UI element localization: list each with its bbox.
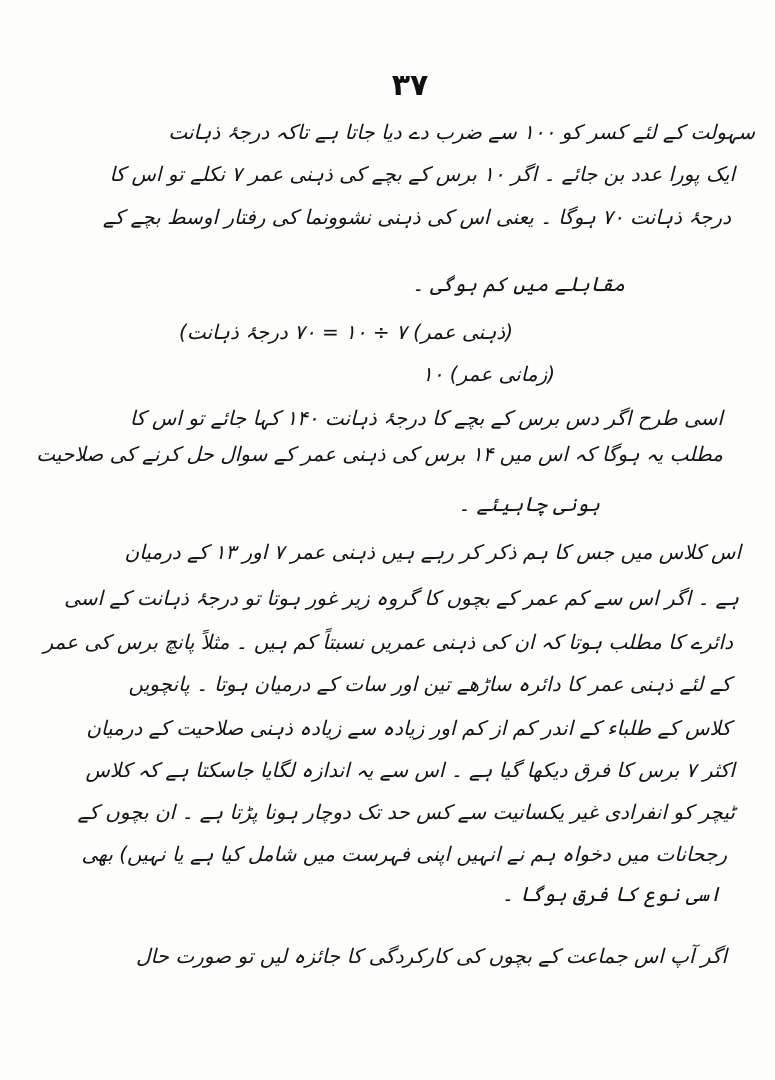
text-line: اکثر ۷ برس کا فرق دیکھا گیا ہے ۔ اس سے یہ اندازہ لگایا جاسکتا ہے کہ کلاس (85, 758, 735, 782)
text-line: اس کلاس میں جس کا ہم ذکر کر رہے ہیں ذہنی عمر ۷ اور ۱۳ کے درمیان (124, 540, 741, 564)
text-line: دائرے کا مطلب ہوتا کہ ان کی ذہنی عمریں نسبتاً کم ہیں ۔ مثلاً پانچ برس کی عمر (43, 630, 733, 654)
text-line: درجۂ ذہانت ۷۰ ہوگا ۔ یعنی اس کی ذہنی نشوونما کی رفتار اوسط بچے کے (102, 205, 731, 229)
text-line: کلاس کے طلباء کے اندر کم از کم اور زیادہ سے زیادہ ذہنی صلاحیت کے درمیان (86, 716, 731, 740)
page-number: ۳۷ (391, 68, 429, 103)
text-line: اسی نوع کا فرق ہوگا ۔ (501, 882, 721, 906)
text-line: اسی طرح اگر دس برس کے بچے کا درجۂ ذہانت ۱۴۰ کہا جائے تو اس کا (129, 406, 723, 430)
text-line: ٹیچر کو انفرادی غیر یکسانیت سے کس حد تک دوچار ہونا پڑتا ہے ۔ ان بچوں کے (77, 800, 735, 824)
text-line: رجحانات میں دخواہ ہم نے انہیں اپنی فہرست میں شامل کیا ہے یا نہیں) بھی (81, 842, 727, 866)
text-line: سہولت کے لئے کسر کو ۱۰۰ سے ضرب دے دیا جاتا ہے تاکہ درجۂ ذہانت (168, 120, 755, 144)
text-line: کے لئے ذہنی عمر کا دائرہ ساڑھے تین اور سات کے درمیان ہوتا ۔ پانچویں (128, 672, 731, 696)
formula-line: (زمانی عمر) ۱۰ (421, 362, 555, 386)
text-line: مقابلے میں کم ہوگی ۔ (412, 272, 625, 296)
text-line: ایک پورا عدد بن جائے ۔ اگر ۱۰ برس کے بچے کی ذہنی عمر ۷ نکلے تو اس کا (109, 162, 735, 186)
text-line: اگر آپ اس جماعت کے بچوں کی کارکردگی کا جائزہ لیں تو صورت حال (136, 944, 727, 968)
formula-line: (ذہنی عمر) ۷ ÷ ۱۰ = ۷۰ درجۂ ذہانت) (179, 320, 513, 344)
text-line: مطلب یہ ہوگا کہ اس میں ۱۴ برس کی ذہنی عمر کے سوال حل کرنے کی صلاحیت (36, 442, 723, 466)
text-line: ہے ۔ اگر اس سے کم عمر کے بچوں کا گروہ زیر غور ہوتا تو درجۂ ذہانت کے اسی (64, 586, 739, 610)
text-line: ہونی چاہیئے ۔ (458, 492, 600, 516)
